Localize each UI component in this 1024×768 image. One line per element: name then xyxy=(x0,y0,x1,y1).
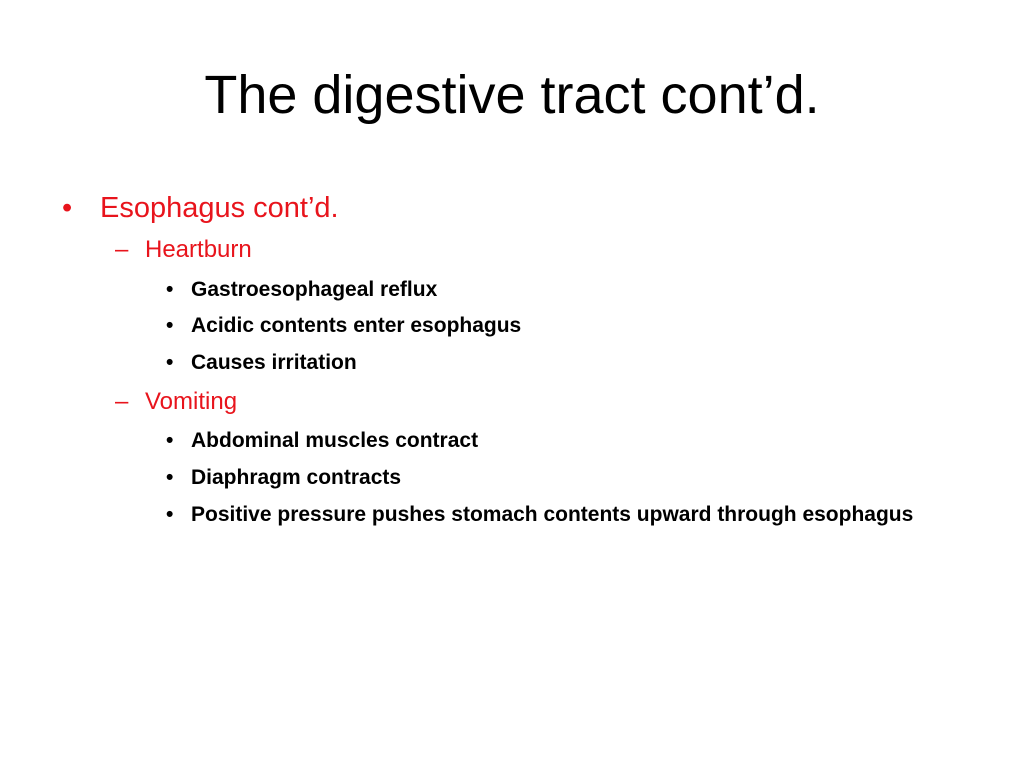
list-item xyxy=(166,310,966,341)
list-item-text: Causes irritation xyxy=(191,351,357,374)
slide-title: The digestive tract cont’d. xyxy=(204,65,820,125)
list-item xyxy=(166,462,966,493)
bullet-icon: • xyxy=(166,503,174,526)
list-item xyxy=(166,425,966,456)
list-item xyxy=(166,347,966,378)
bullet-icon: • xyxy=(166,278,174,301)
bullet-icon: • xyxy=(166,466,174,489)
list-item-text: Diaphragm contracts xyxy=(191,466,402,489)
dash-icon: – xyxy=(115,236,129,263)
subsection-heading: Heartburn xyxy=(145,236,252,263)
bullet-icon: • xyxy=(166,314,174,337)
list-item-text: Acidic contents enter esophagus xyxy=(191,314,522,337)
list-item xyxy=(166,499,966,530)
bullet-icon: • xyxy=(62,192,73,224)
bullet-icon: • xyxy=(166,351,174,374)
bullet-item-label: Esophagus cont’d. xyxy=(100,192,339,224)
bullet-icon: • xyxy=(166,429,174,452)
list-item-text: Positive pressure pushes stomach contents upward through esophagus xyxy=(191,503,914,526)
dash-icon: – xyxy=(115,388,129,415)
list-item-text: Abdominal muscles contract xyxy=(191,429,479,452)
subsection-heading: Vomiting xyxy=(145,388,238,415)
list-item xyxy=(166,274,966,305)
list-item-text: Gastroesophageal reflux xyxy=(191,278,438,301)
